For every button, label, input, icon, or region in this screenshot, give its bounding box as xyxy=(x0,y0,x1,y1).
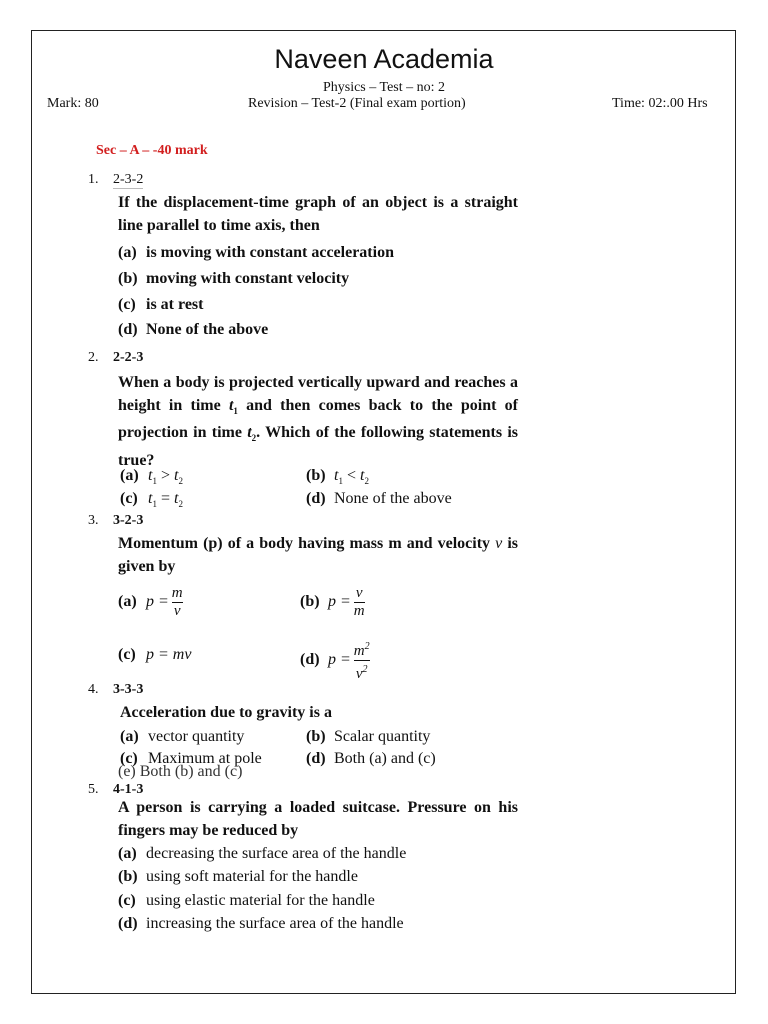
option-c: (c) p = mv xyxy=(118,646,192,663)
question-text: Momentum (p) of a body having mass m and velocity v is given by xyxy=(118,535,519,575)
revision-info: Revision – Test-2 (Final exam portion) xyxy=(248,96,466,111)
question-code: 2-3-2 xyxy=(113,172,144,187)
option-b: (b) Scalar quantity xyxy=(306,728,431,745)
total-marks: Mark: 80 xyxy=(47,96,99,111)
option-d: (d) None of the above xyxy=(306,490,452,507)
option-a: (a) $t_1 > t_2$ xyxy=(120,467,183,487)
option-b: (b) p = $\frac{v}{m}$ xyxy=(300,585,365,619)
academy-title: Naveen Academia xyxy=(274,44,494,74)
option-d: (d) Both (a) and (c) xyxy=(306,750,436,767)
time-allowed: Time: 02:.00 Hrs xyxy=(612,96,708,111)
section-heading: Sec – A – -40 mark xyxy=(96,143,208,158)
option-a: (a) decreasing the surface area of the handle xyxy=(118,845,407,862)
test-subtitle: Physics – Test – no: 2 xyxy=(322,80,446,95)
question-code: 2-2-3 xyxy=(113,350,144,365)
question-number: 2. xyxy=(88,350,99,365)
question-number: 5. xyxy=(88,782,99,797)
option-d: (d) increasing the surface area of the handle xyxy=(118,915,404,932)
option-a: (a) is moving with constant acceleration xyxy=(118,244,394,261)
option-b: (b) $t_1 < t_2$ xyxy=(306,467,369,487)
question-number: 1. xyxy=(88,172,99,187)
option-c: (c) $t_1 = t_2$ xyxy=(120,490,183,510)
option-b: (b) moving with constant velocity xyxy=(118,270,350,287)
question-code: 3-2-3 xyxy=(113,513,144,528)
option-c: (c) using elastic material for the handle xyxy=(118,892,375,909)
question-number: 4. xyxy=(88,682,99,697)
option-c: (c) is at rest xyxy=(118,296,204,313)
question-number: 3. xyxy=(88,513,99,528)
clipped-option-line: (e) Both (b) and (c) xyxy=(118,763,243,780)
option-d: (d) p = $\frac{m^2}{v^2}$ xyxy=(300,641,370,682)
question-text: Acceleration due to gravity is a xyxy=(120,704,332,721)
question-text: A person is carrying a loaded suitcase. Pressure on his fingers may be reduced by xyxy=(118,799,518,839)
option-b: (b) using soft material for the handle xyxy=(118,868,358,885)
question-text: If the displacement-time graph of an object is a straight line parallel to time axis, then xyxy=(118,194,518,234)
option-d: (d) None of the above xyxy=(118,321,269,338)
question-text: When a body is projected vertically upward and reaches a height in time $t_1$ and then comes back to the point of projection in time $t_2$. Which of the following statements is true? xyxy=(118,374,519,469)
question-code: 4-1-3 xyxy=(113,782,144,797)
question-code: 3-3-3 xyxy=(113,682,144,697)
option-a: (a) p = $\frac{m}{v}$ xyxy=(118,585,183,619)
option-a: (a) vector quantity xyxy=(120,728,245,745)
option-c: (c) Maximum at pole xyxy=(120,750,262,767)
